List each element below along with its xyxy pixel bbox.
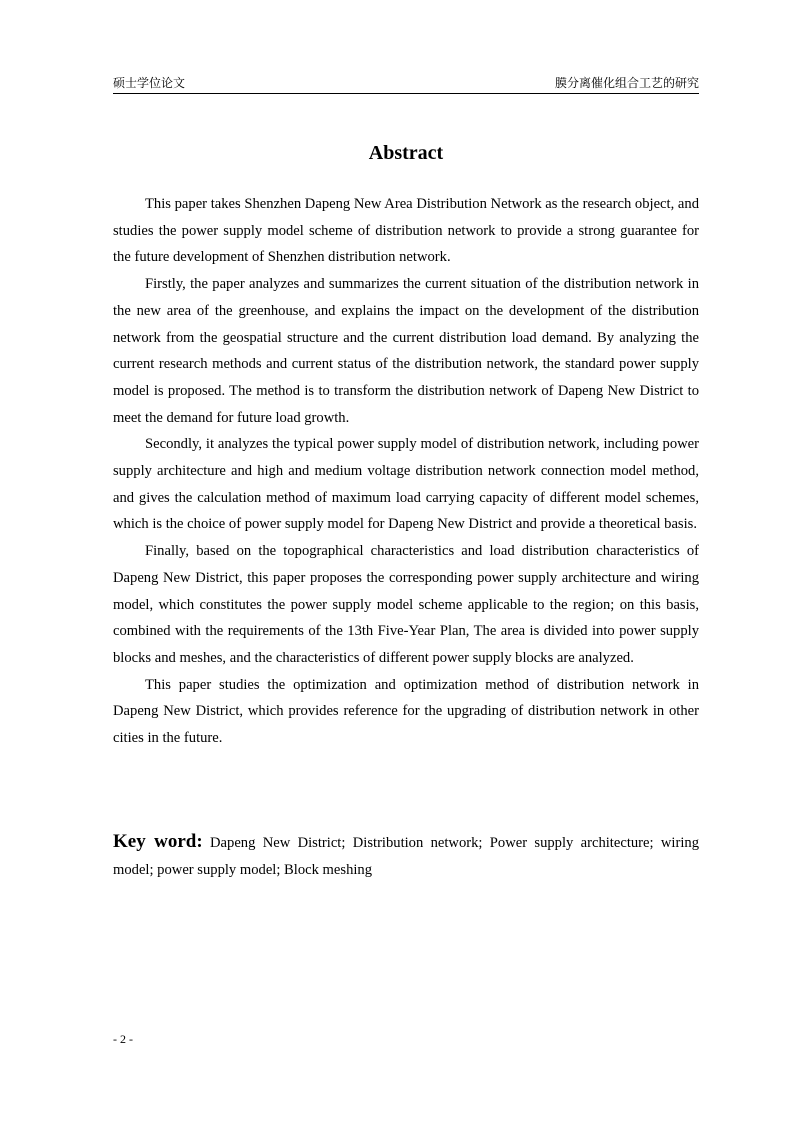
abstract-paragraph-5: This paper studies the optimization and optimization method of distribution network in Dapeng New District, which provides reference for the upgrading of distribution network in other cities in the future. — [113, 676, 699, 747]
keywords-label: Key word: — [113, 831, 203, 852]
keywords-block — [113, 829, 699, 883]
page-number: - 2 - — [113, 1032, 133, 1046]
running-header — [113, 76, 699, 94]
abstract-paragraph-2: Firstly, the paper analyzes and summarizes the current situation of the distribution network in the new area of the greenhouse, and explains the impact on the development of the distribution network from the geospatial structure and the current distribution load demand. By analyzing the current research methods and current status of the distribution network, the standard power supply model is proposed. The method is to transform the distribution network of Dapeng New District to meet the demand for future load growth. — [113, 276, 699, 426]
header-left-text: 硕士学位论文 — [113, 76, 186, 90]
abstract-paragraph-3: Secondly, it analyzes the typical power supply model of distribution network, including power supply architecture and high and medium voltage distribution network connection model method, and gives the calculation method of maximum load carrying capacity of different model schemes, which is the choice of power supply model for Dapeng New District and provide a theoretical basis. — [113, 436, 699, 533]
header-right-text: 膜分离催化组合工艺的研究 — [554, 76, 699, 90]
section-title: Abstract — [368, 142, 444, 164]
abstract-body — [113, 191, 699, 752]
keywords-text: Dapeng New District; Distribution network; Power supply architecture; wiring model; power supply model; Block meshing — [113, 835, 699, 878]
abstract-paragraph-1: This paper takes Shenzhen Dapeng New Area Distribution Network as the research object, and studies the power supply model scheme of distribution network to provide a strong guarantee for the future development of Shenzhen distribution network. — [113, 196, 699, 266]
abstract-paragraph-4: Finally, based on the topographical characteristics and load distribution characteristics of Dapeng New District, this paper proposes the corresponding power supply architecture and wiring model, which constitutes the power supply model scheme applicable to the region; on this basis, combined with the requirements of the 13th Five-Year Plan, The area is divided into power supply blocks and meshes, and the characteristics of different power supply blocks are analyzed. — [113, 543, 699, 666]
